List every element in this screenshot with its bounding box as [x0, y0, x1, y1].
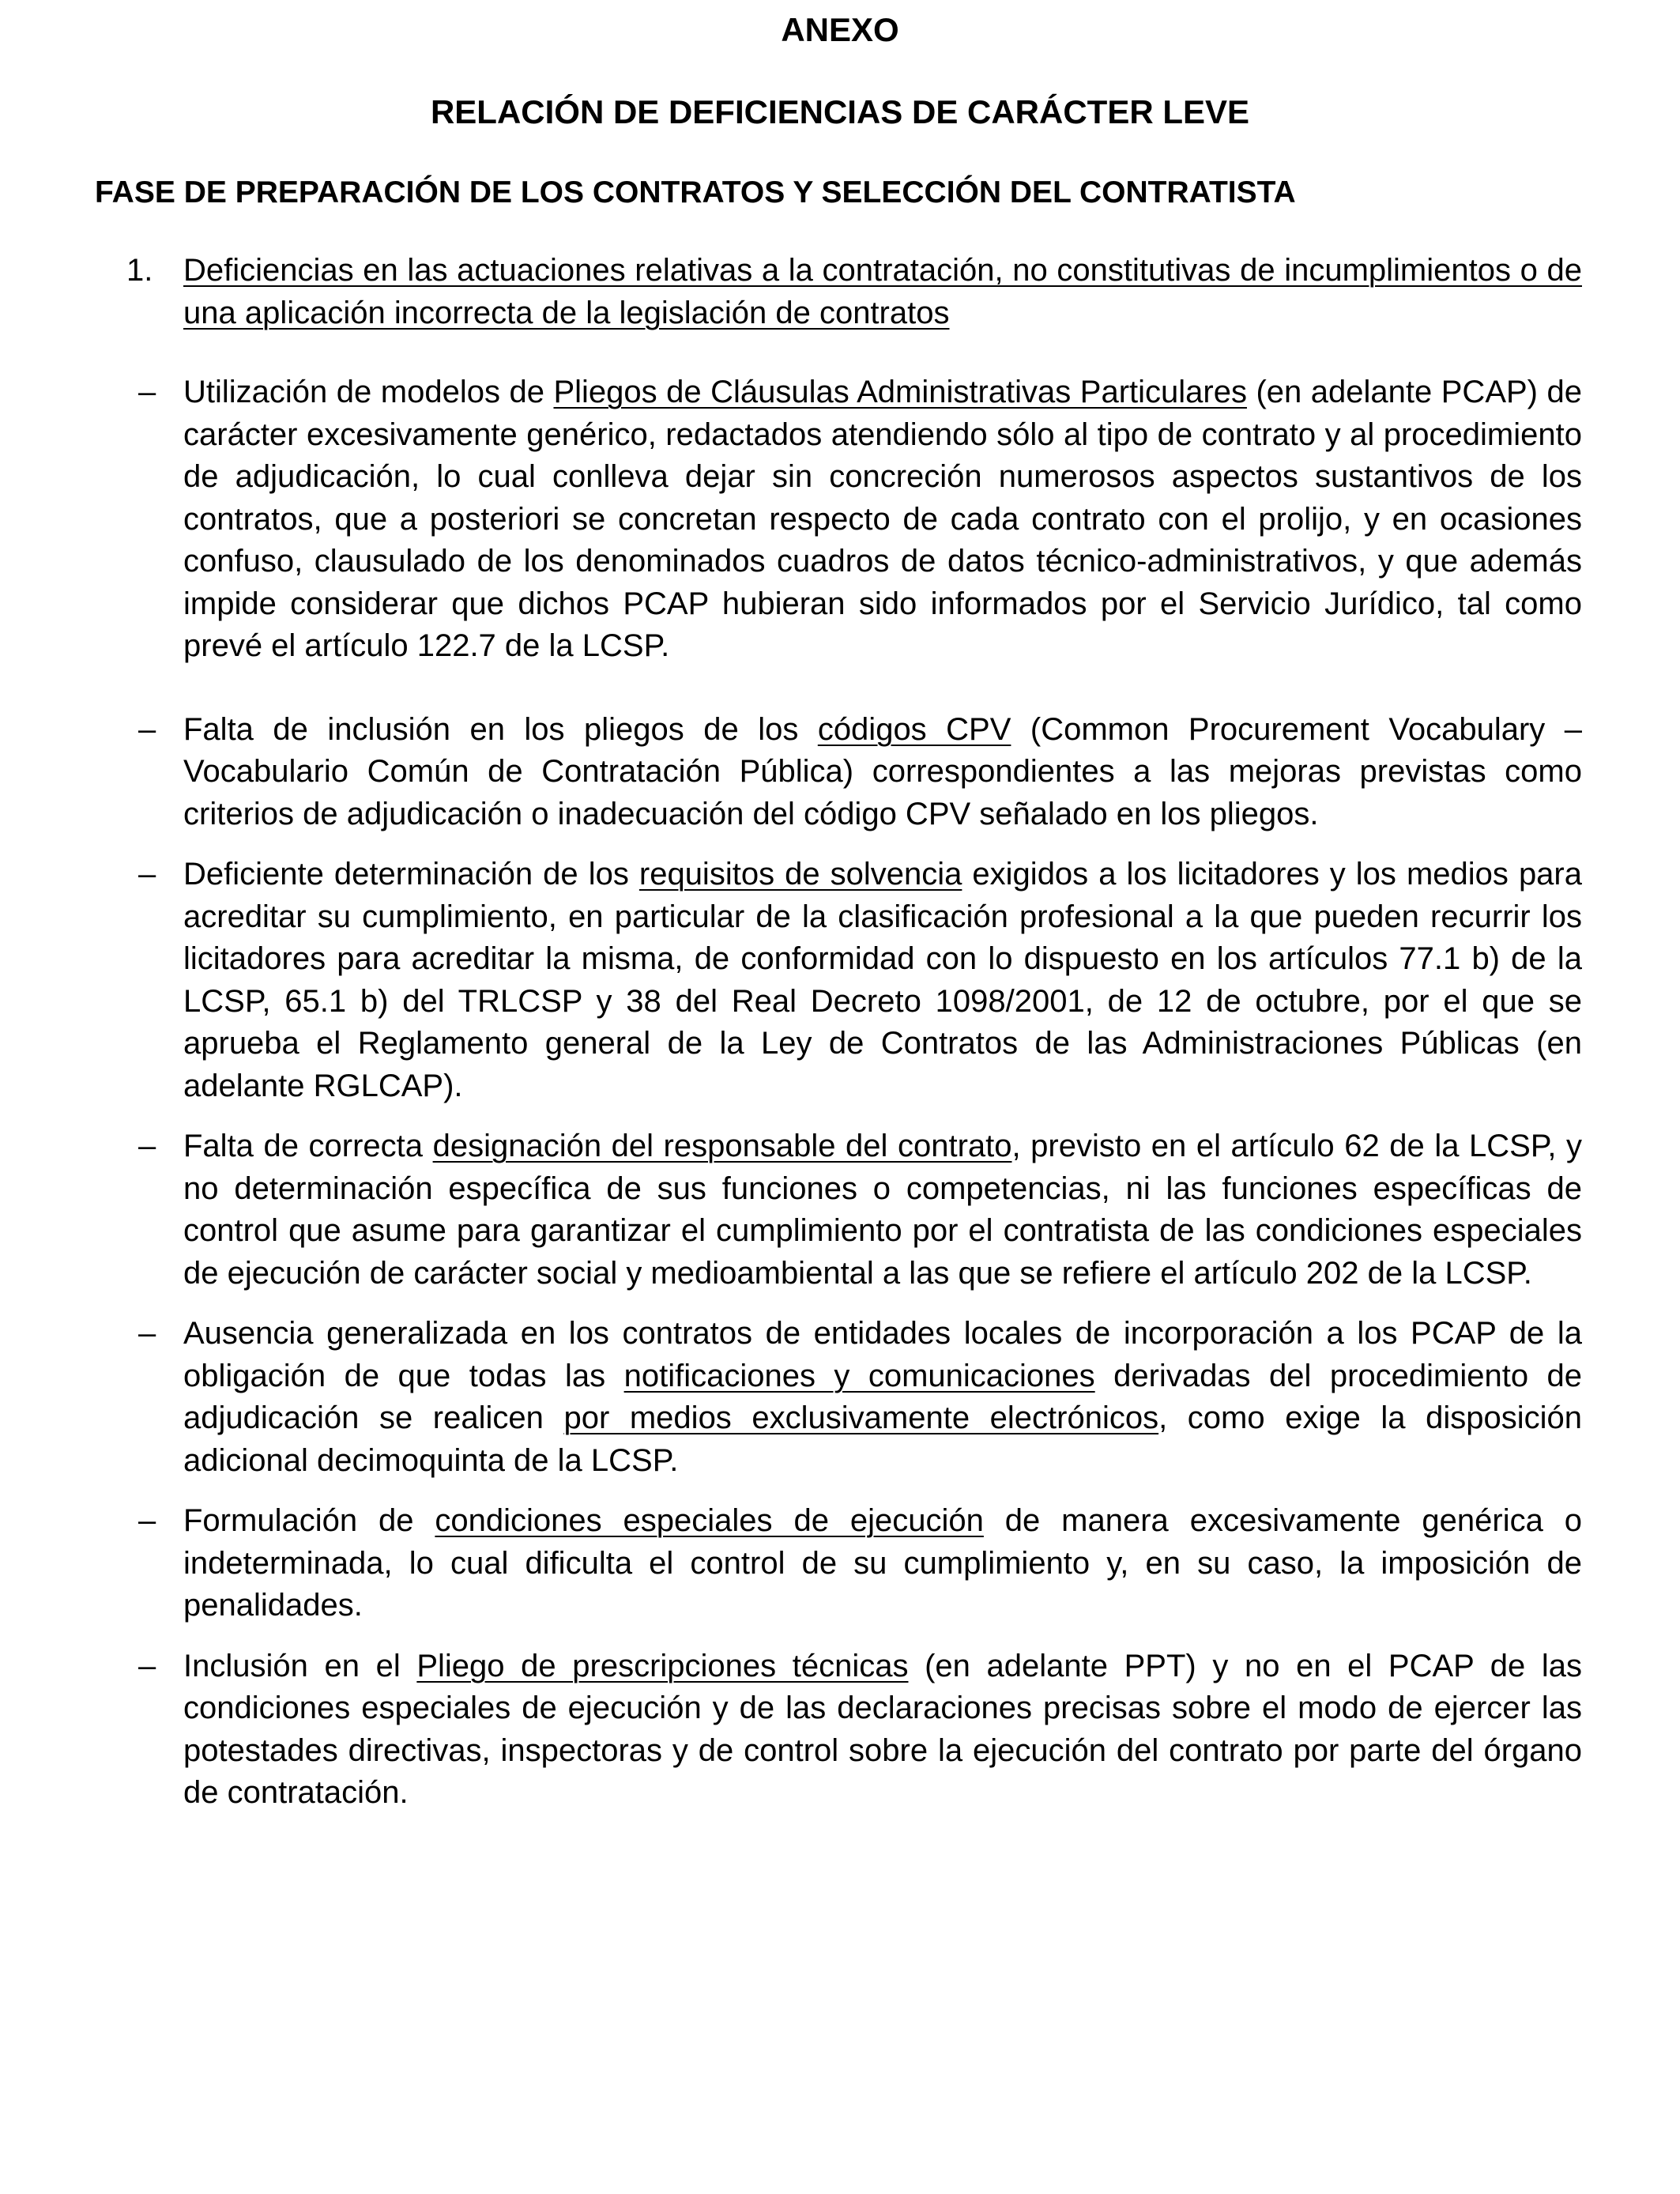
dash-marker: – — [138, 711, 156, 747]
item-text-start: Inclusión en el — [183, 1648, 417, 1683]
item-text-start: Utilización de modelos de — [183, 375, 554, 409]
underlined-term: Pliego de prescripciones técnicas — [416, 1648, 909, 1683]
underlined-term: requisitos de solvencia — [638, 857, 962, 892]
numbered-item-1 — [126, 250, 1582, 334]
list-item — [138, 709, 1582, 836]
underlined-term: condiciones especiales de ejecución — [435, 1503, 984, 1538]
item-text-start: Deficiente determinación de los — [183, 857, 639, 892]
item-text-end: de manera excesivamente genérica o indeterminada, lo cual dificulta el control de su cumplimiento y, en su caso, la imposición de penalidades. — [183, 1503, 1583, 1623]
list-item — [138, 1313, 1582, 1482]
underlined-term: por medios exclusivamente electrónicos — [563, 1400, 1159, 1435]
underlined-term: Pliegos de Cláusulas Administrativas Particulares — [553, 375, 1247, 409]
list-item — [138, 371, 1582, 668]
item-text-end: , previsto en el artículo 62 de la LCSP, y no determinación específica de sus funciones o competencias, ni las funciones específicas de control que asume para garantizar el cumplimiento por el contratista de las condiciones especiales de ejecución de carácter social y medioambiental a las que se refiere el artículo 202 de la LCSP. — [183, 1129, 1583, 1291]
item-text-start: Falta de inclusión en los pliegos de los — [183, 711, 818, 747]
item-text-end: exigidos a los licitadores y los medios para acreditar su cumplimiento, en particular de la clasificación profesional a la que pueden recurrir los licitadores para acreditar la misma, de conformidad con lo dispuesto en los artículos 77.1 b) de la LCSP, 65.1 b) del TRLCSP y 38 del Real Decreto 1098/2001, de 12 de octubre, por el que se aprueba el Reglamento general de la Ley de Contratos de las Administraciones Públicas (en adelante RGLCAP). — [183, 857, 1582, 1103]
dash-marker: – — [138, 857, 156, 892]
underlined-term: notificaciones y comunicaciones — [623, 1358, 1095, 1393]
annex-title: ANEXO — [781, 11, 899, 48]
annex-subtitle: RELACIÓN DE DEFICIENCIAS DE CARÁCTER LEVE — [430, 93, 1250, 130]
item-text-end: (Common Procurement Vocabulary – Vocabulario Común de Contratación Pública) correspondientes a las mejoras previstas como criterios de adjudicación o inadecuación del código CPV señalado en los pliegos. — [183, 711, 1582, 831]
item-text-middle: derivadas del procedimiento de adjudicación se realicen — [183, 1358, 1583, 1435]
deficiency-list — [138, 371, 1582, 1815]
section-heading: FASE DE PREPARACIÓN DE LOS CONTRATOS Y SELECCIÓN DEL CONTRATISTA — [95, 175, 1296, 209]
underlined-term: códigos CPV — [817, 711, 1011, 747]
list-item — [138, 1125, 1582, 1295]
list-item — [138, 854, 1582, 1107]
dash-marker: – — [138, 1316, 156, 1351]
item-text-start: Formulación de — [183, 1503, 435, 1538]
dash-marker: – — [138, 1503, 156, 1538]
dash-marker: – — [138, 375, 156, 409]
item-text-start: Falta de correcta — [183, 1129, 433, 1163]
item-text-start: Ausencia generalizada en los contratos de entidades locales de incorporación a los PCAP de la obligación de que todas las — [183, 1316, 1582, 1393]
item-number: 1. — [126, 253, 153, 288]
item-heading-text: Deficiencias en las actuaciones relativas a la contratación, no constitutivas de incumplimientos o de una aplicación incorrecta de la legislación de contratos — [183, 253, 1582, 330]
item-text-end: (en adelante PPT) y no en el PCAP de las condiciones especiales de ejecución y de las declaraciones precisas sobre el modo de ejercer las potestades directivas, inspectoras y de control sobre la ejecución del contrato por parte del órgano de contratación. — [183, 1648, 1582, 1810]
dash-marker: – — [138, 1129, 156, 1163]
dash-marker: – — [138, 1648, 156, 1683]
list-item — [138, 1646, 1582, 1815]
item-text-end: (en adelante PCAP) de carácter excesivamente genérico, redactados atendiendo sólo al tipo de contrato y al procedimiento de adjudicación, lo cual conlleva dejar sin concreción numerosos aspectos sustantivos de los contratos, que a posteriori se concretan respecto de cada contrato con el prolijo, y en ocasiones confuso, clausulado de los denominados cuadros de datos técnico-administrativos, y que además impide considerar que dichos PCAP hubieran sido informados por el Servicio Jurídico, tal como prevé el artículo 122.7 de la LCSP. — [183, 375, 1582, 663]
list-item — [138, 1500, 1582, 1627]
item-text-end: , como exige la disposición adicional decimoquinta de la LCSP. — [183, 1400, 1583, 1478]
underlined-term: designación del responsable del contrato — [432, 1129, 1012, 1163]
